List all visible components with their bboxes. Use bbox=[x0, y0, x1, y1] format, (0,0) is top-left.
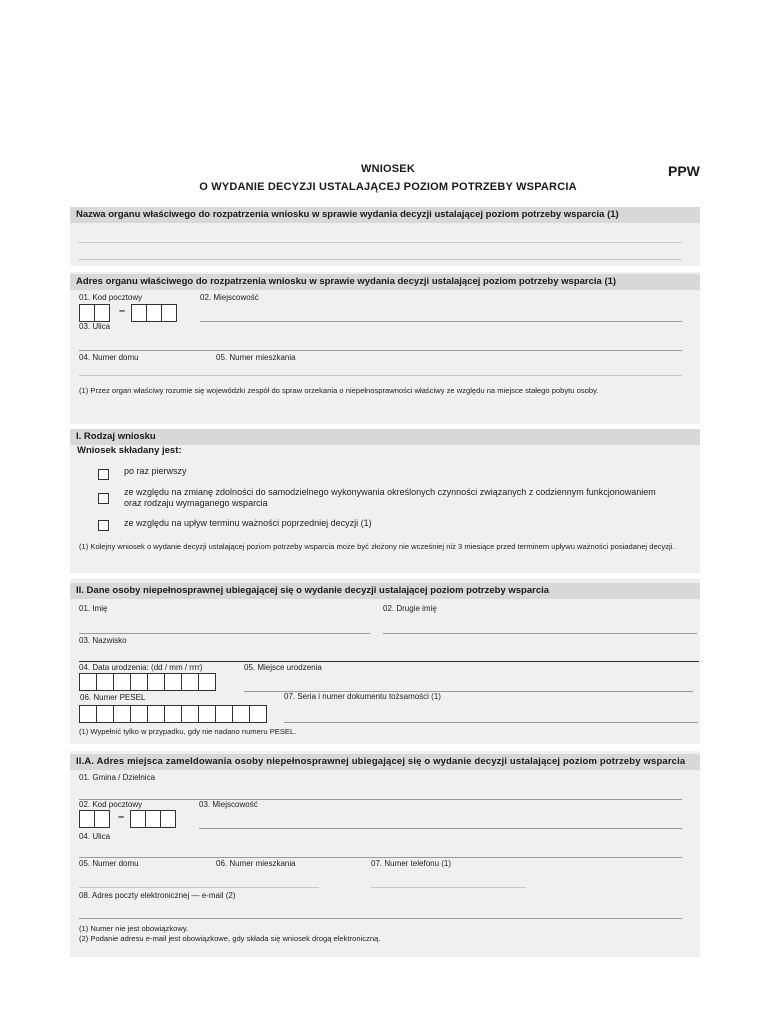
id-document-field[interactable] bbox=[284, 722, 698, 723]
pesel-digit-box[interactable] bbox=[215, 705, 233, 723]
organ-postal-code-prefix-boxes[interactable] bbox=[79, 304, 109, 322]
pesel-digit-box[interactable] bbox=[164, 705, 182, 723]
organ-address-section bbox=[70, 272, 700, 424]
postal-code-dash: – bbox=[119, 305, 126, 317]
address-city-field[interactable] bbox=[199, 828, 682, 829]
first-name-label: 01. Imię bbox=[79, 604, 108, 613]
section-1-footnote: (1) Kolejny wniosek o wydanie decyzji ustalającej poziom potrzeby wsparcia może być złożony nie wcześniej niż 3 miesiące przed terminem upływu ważności posiadanej decyzji. bbox=[79, 542, 675, 551]
form-title-line1: WNIOSEK bbox=[361, 163, 415, 175]
date-digit-box[interactable] bbox=[113, 673, 131, 691]
address-postal-code-prefix-boxes[interactable] bbox=[79, 810, 109, 828]
postal-digit-box[interactable] bbox=[160, 810, 176, 828]
date-digit-box[interactable] bbox=[96, 673, 114, 691]
pesel-digit-box[interactable] bbox=[130, 705, 148, 723]
second-name-label: 02. Drugie imię bbox=[383, 604, 437, 613]
postal-digit-box[interactable] bbox=[145, 810, 161, 828]
pesel-boxes[interactable] bbox=[79, 705, 266, 723]
organ-postal-code-suffix-boxes[interactable] bbox=[131, 304, 176, 322]
address-city-label: 03. Miejscowość bbox=[199, 800, 258, 809]
postal-digit-box[interactable] bbox=[94, 304, 110, 322]
email-label: 08. Adres poczty elektronicznej — e-mail (2) bbox=[79, 891, 236, 900]
organ-street-field[interactable] bbox=[79, 350, 682, 351]
pesel-digit-box[interactable] bbox=[147, 705, 165, 723]
postal-code-dash: – bbox=[118, 811, 125, 823]
phone-label: 07. Numer telefonu (1) bbox=[371, 859, 452, 868]
pesel-digit-box[interactable] bbox=[249, 705, 267, 723]
date-digit-box[interactable] bbox=[130, 673, 148, 691]
pesel-label: 06. Numer PESEL bbox=[80, 693, 146, 702]
postal-digit-box[interactable] bbox=[79, 810, 95, 828]
organ-name-heading: Nazwa organu właściwego do rozpatrzenia wniosku w sprawie wydania decyzji ustalającej poziom potrzeby wsparcia (1) bbox=[70, 207, 700, 223]
date-digit-box[interactable] bbox=[147, 673, 165, 691]
organ-street-label: 03. Ulica bbox=[79, 322, 111, 331]
option-first-time-checkbox[interactable] bbox=[98, 469, 109, 480]
organ-postal-code-label: 01. Kod pocztowy bbox=[79, 293, 143, 302]
birth-date-label: 04. Data urodzenia: (dd / mm / rrrr) bbox=[79, 663, 203, 672]
second-name-field[interactable] bbox=[383, 633, 697, 634]
form-title-line2: O WYDANIE DECYZJI USTALAJĄCEJ POZIOM POTRZEBY WSPARCIA bbox=[199, 181, 577, 193]
section-2a-footnote-1: (1) Numer nie jest obowiązkowy. bbox=[79, 924, 189, 933]
commune-field[interactable] bbox=[79, 799, 682, 800]
phone-field[interactable] bbox=[371, 887, 526, 888]
organ-city-label: 02. Miejscowość bbox=[200, 293, 259, 302]
pesel-digit-box[interactable] bbox=[198, 705, 216, 723]
organ-house-flat-field[interactable] bbox=[79, 375, 682, 376]
birth-place-label: 05. Miejsce urodzenia bbox=[244, 663, 322, 672]
section-2a-footnote-2: (2) Podanie adresu e-mail jest obowiązkowe, gdy składa się wniosek drogą elektroniczną. bbox=[79, 934, 381, 943]
section-2-heading: II. Dane osoby niepełnosprawnej ubiegającej się o wydanie decyzji ustalającej poziom potrzeby wsparcia bbox=[70, 583, 700, 599]
first-name-field[interactable] bbox=[79, 633, 370, 634]
date-digit-box[interactable] bbox=[79, 673, 97, 691]
surname-field[interactable] bbox=[79, 661, 699, 662]
postal-digit-box[interactable] bbox=[94, 810, 110, 828]
organ-house-label: 04. Numer domu bbox=[79, 353, 139, 362]
address-postal-code-suffix-boxes[interactable] bbox=[130, 810, 175, 828]
date-digit-box[interactable] bbox=[181, 673, 199, 691]
date-digit-box[interactable] bbox=[164, 673, 182, 691]
commune-label: 01. Gmina / Dzielnica bbox=[79, 773, 156, 782]
address-street-field[interactable] bbox=[79, 857, 682, 858]
address-street-label: 04. Ulica bbox=[79, 832, 111, 841]
email-field[interactable] bbox=[79, 918, 682, 919]
id-document-label: 07. Seria i numer dokumentu tożsamości (1) bbox=[284, 692, 441, 701]
section-2-footnote: (1) Wypełnić tylko w przypadku, gdy nie nadano numeru PESEL. bbox=[79, 727, 297, 736]
pesel-digit-box[interactable] bbox=[181, 705, 199, 723]
postal-digit-box[interactable] bbox=[130, 810, 146, 828]
pesel-digit-box[interactable] bbox=[96, 705, 114, 723]
address-postal-code-label: 02. Kod pocztowy bbox=[79, 800, 143, 809]
postal-digit-box[interactable] bbox=[146, 304, 162, 322]
organ-flat-label: 05. Numer mieszkania bbox=[216, 353, 296, 362]
form-code: PPW bbox=[668, 163, 700, 179]
option-first-time-label: po raz pierwszy bbox=[124, 466, 187, 476]
postal-digit-box[interactable] bbox=[131, 304, 147, 322]
option-change-checkbox[interactable] bbox=[98, 493, 109, 504]
organ-address-footnote: (1) Przez organ właściwy rozumie się wojewódzki zespół do spraw orzekania o niepełnosprawności właściwy ze względu na miejsce stałego pobytu osoby. bbox=[79, 386, 599, 395]
section-1-subheading: Wniosek składany jest: bbox=[77, 445, 182, 456]
address-house-flat-field[interactable] bbox=[79, 887, 319, 888]
date-digit-box[interactable] bbox=[198, 673, 216, 691]
section-2a-heading: II.A. Adres miejsca zameldowania osoby niepełnosprawnej ubiegającej się o wydanie decyzji ustalającej poziom potrzeby wsparcia bbox=[70, 754, 700, 770]
organ-name-field-line-1[interactable] bbox=[78, 242, 682, 243]
option-expiry-label: ze względu na upływ terminu ważności poprzedniej decyzji (1) bbox=[124, 518, 372, 528]
postal-digit-box[interactable] bbox=[79, 304, 95, 322]
option-change-label: ze względu na zmianę zdolności do samodzielnego wykonywania określonych czynności związanych z codziennym funkcjonowaniem oraz rodzaju wymaganego wsparcia bbox=[124, 487, 656, 508]
organ-city-field[interactable] bbox=[200, 321, 682, 322]
surname-label: 03. Nazwisko bbox=[79, 636, 127, 645]
address-flat-label: 06. Numer mieszkania bbox=[216, 859, 296, 868]
birth-date-boxes[interactable] bbox=[79, 673, 215, 691]
pesel-digit-box[interactable] bbox=[113, 705, 131, 723]
section-1-heading: I. Rodzaj wniosku bbox=[70, 429, 700, 445]
organ-address-heading: Adres organu właściwego do rozpatrzenia wniosku w sprawie wydania decyzji ustalającej poziom potrzeby wsparcia (1) bbox=[70, 274, 700, 290]
address-house-label: 05. Numer domu bbox=[79, 859, 139, 868]
organ-name-field-line-2[interactable] bbox=[78, 259, 682, 260]
postal-digit-box[interactable] bbox=[161, 304, 177, 322]
pesel-digit-box[interactable] bbox=[232, 705, 250, 723]
pesel-digit-box[interactable] bbox=[79, 705, 97, 723]
option-expiry-checkbox[interactable] bbox=[98, 520, 109, 531]
